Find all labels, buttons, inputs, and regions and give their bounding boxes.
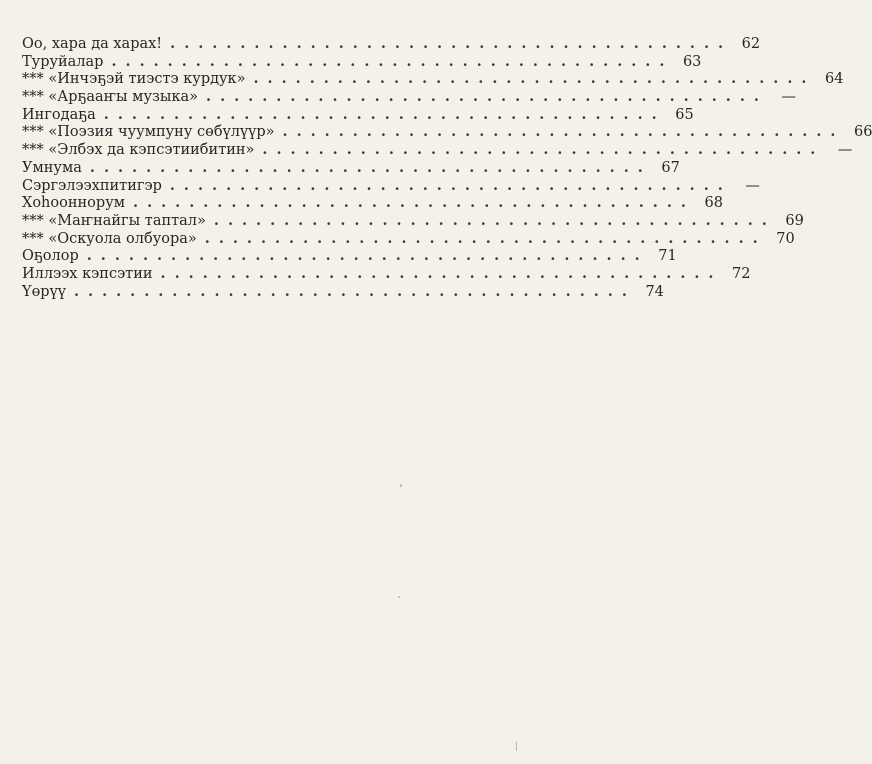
toc-entry: [22, 229, 795, 248]
dot-leader: ........................................: [103, 105, 666, 123]
toc-entry: [22, 194, 723, 212]
toc-entry: [22, 247, 677, 265]
dot-leader: ........................................: [206, 88, 768, 106]
toc-entry-page-number: 65: [675, 106, 694, 123]
dot-leader: ........................................: [73, 282, 636, 300]
toc-entry-page-number: 62: [741, 36, 761, 52]
dot-leader: ........................................: [282, 123, 845, 141]
toc-entry-title: *** «Инчэҕэй тиэстэ курдук»: [22, 71, 246, 88]
dot-leader: ........................................: [133, 194, 695, 212]
toc-entry-page-number: 68: [704, 195, 723, 212]
paper-speck: [516, 742, 517, 751]
toc-entry-page-number: 69: [785, 212, 804, 229]
toc-entry-page-number: 63: [682, 53, 702, 70]
toc-entry: [22, 141, 853, 159]
toc-entry-page-number: 67: [661, 159, 680, 176]
toc-entry: [22, 158, 680, 177]
toc-entry-page-number: 66: [854, 124, 872, 141]
table-of-contents: [22, 35, 872, 300]
toc-entry: [22, 105, 694, 124]
toc-entry-title: Үөрүү: [22, 283, 66, 300]
toc-entry: [22, 88, 796, 106]
toc-entry-page-number: 72: [732, 265, 751, 282]
dot-leader: ........................................: [169, 176, 732, 194]
toc-entry-page-number: 64: [824, 71, 844, 88]
toc-entry-page-number: —: [781, 89, 796, 106]
dot-leader: ........................................: [213, 211, 776, 229]
toc-entry-page-number: 70: [776, 230, 795, 247]
toc-entry-title: Умнума: [22, 159, 82, 176]
toc-entry: [22, 70, 844, 88]
toc-entry-title: *** «Маҥнайгы таптал»: [22, 212, 206, 229]
dot-leader: ........................................: [204, 229, 767, 247]
toc-entry: [22, 176, 760, 195]
toc-entry-title: Туруйалар: [22, 53, 104, 70]
dot-leader: ........................................: [160, 264, 723, 282]
toc-entry-page-number: 71: [658, 248, 677, 265]
dot-leader: ........................................: [86, 247, 649, 265]
toc-entry: [22, 282, 664, 301]
dot-leader: ........................................: [262, 141, 825, 159]
paper-speck: [398, 596, 400, 598]
dot-leader: ........................................: [170, 35, 733, 52]
toc-entry-title: Ингодаҕа: [22, 106, 96, 123]
paper-speck: [400, 484, 402, 487]
dot-leader: ........................................: [253, 70, 816, 88]
toc-entry: [22, 52, 702, 71]
toc-entry: [22, 35, 761, 53]
toc-entry-page-number: —: [837, 142, 853, 159]
toc-entry: [22, 123, 872, 141]
toc-entry-page-number: —: [745, 177, 760, 194]
dot-leader: ........................................: [111, 52, 674, 70]
toc-entry-title: *** «Поэзия чуумпуну сөбүлүүр»: [22, 124, 275, 141]
toc-entry: [22, 211, 804, 230]
toc-entry-title: Сэргэлээхпитигэр: [22, 177, 162, 194]
toc-entry-title: *** «Элбэх да кэпсэтиибитин»: [22, 142, 255, 159]
toc-entry-title: Иллээх кэпсэтии: [22, 265, 153, 282]
dot-leader: ........................................: [89, 158, 652, 176]
toc-entry-title: Оо, хара да харах!: [22, 36, 163, 52]
toc-entry-title: Оҕолор: [22, 248, 79, 265]
toc-entry-page-number: 74: [645, 283, 664, 300]
toc-entry-title: Хоһооннорум: [22, 195, 126, 212]
toc-entry: [22, 264, 751, 283]
toc-entry-title: *** «Оскуола олбуора»: [22, 230, 197, 247]
toc-entry-title: *** «Арҕааҥы музыка»: [22, 89, 199, 106]
